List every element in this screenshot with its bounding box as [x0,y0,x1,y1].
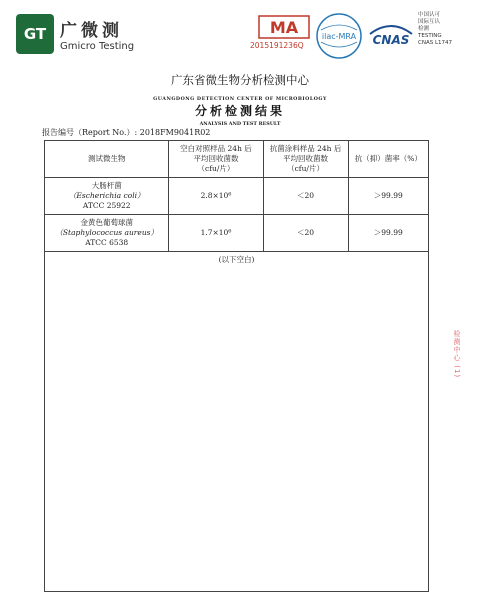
organism-cell [45,178,169,215]
header-text: （cfu/片） [287,164,324,173]
control-count-cell: 1.7×10⁶ [169,215,263,252]
header-text: 测试微生物 [87,154,126,163]
cma-logo-icon [258,15,310,39]
blank-below-note: (以下空白) [218,255,255,264]
cma-number: 2015191236Q [250,41,304,50]
header-text: （cfu/片） [197,164,235,173]
ilac-mra-logo-icon [315,12,363,60]
header-text: 抗菌涂料样品 24h 后 [269,144,342,153]
header-text: 空白对照样品 24h 后 [180,144,252,153]
cnas-logo-icon [366,18,416,50]
organism-strain: ATCC 25922 [82,201,131,210]
antibacterial-rate-cell: ＞99.99 [348,178,428,215]
treated-count-cell: ＜20 [263,215,348,252]
header-organism [45,141,169,178]
treated-count-cell: ＜20 [263,178,348,215]
table-row [45,215,429,252]
antibacterial-rate-cell: ＞99.99 [348,215,428,252]
report-title-en: ANALYSIS AND TEST RESULT [199,121,281,127]
gt-logo-icon: GT [16,14,54,54]
cnas-logo-label: CNAS [372,33,410,47]
cnas-text-line: TESTING [418,33,442,39]
header-text: 平均回收菌数 [283,154,329,163]
results-table [44,140,429,252]
cnas-text-line: 中国认可 [418,12,441,18]
cnas-text-line: CNAS L1747 [418,40,453,46]
company-name-cn: 广微测 [60,21,123,41]
cnas-accreditation-text [418,12,452,47]
organism-name: 金黄色葡萄球菌 [80,218,133,227]
organism-scientific-name: （Staphylococcus aureus） [55,228,159,237]
ilac-logo-label: ilac-MRA [321,32,357,41]
report-title: 分析检测结果 [194,104,285,118]
control-count-cell: 2.8×10⁶ [169,178,263,215]
organism-name: 大肠杆菌 [91,181,122,190]
cnas-text-line: 国际互认 [418,19,441,25]
organization-title: 广东省微生物分析检测中心 [171,73,309,87]
header-rate [348,141,428,178]
header-text: 抗（抑）菌率（%） [354,154,422,163]
cnas-text-line: 检测 [418,26,430,32]
table-header-row [45,141,429,178]
company-name-en: Gmicro Testing [60,41,135,52]
organism-scientific-name: （Escherichia coli） [68,191,145,200]
header-control [169,141,263,178]
organism-strain: ATCC 6538 [85,238,129,247]
table-row [45,178,429,215]
header-text: 平均回收菌数 [193,154,239,163]
seal-stamp: 检测中心 (1) [453,330,461,379]
header-treated [263,141,348,178]
organization-title-en: GUANGDONG DETECTION CENTER OF MICROBIOLOGY [153,96,327,102]
organism-cell [45,215,169,252]
report-number: 报告编号（Report No.）: 2018FM9041R02 [42,128,211,137]
cma-logo-label: MA [269,18,299,37]
